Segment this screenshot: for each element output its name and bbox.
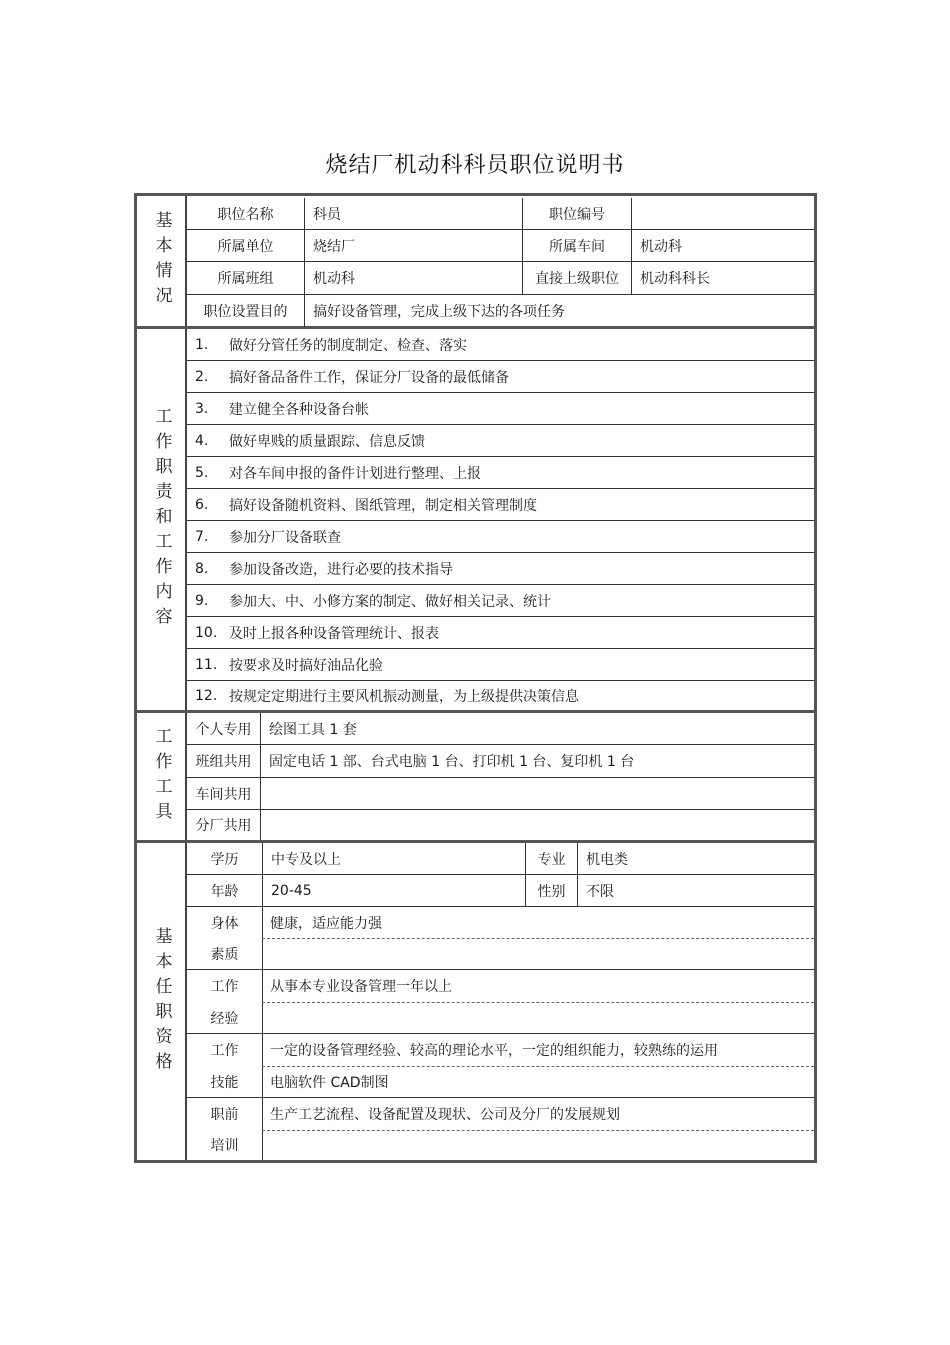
training-value-line1: 生产工艺流程、设备配置及现状、公司及分厂的发展规划: [270, 1107, 620, 1123]
skills-value-line2: 电脑软件 CAD制图: [270, 1074, 389, 1091]
duty-text: 按要求及时搞好油品化验: [229, 657, 383, 674]
tool-value: 绘图工具 1 套: [260, 713, 814, 744]
workshop-value: 机动科: [631, 230, 814, 261]
duty-text: 对各车间申报的备件计划进行整理、上报: [229, 465, 481, 482]
skills-label-line2: 技能: [210, 1074, 239, 1091]
basic-info-section-label: 基本情况: [137, 196, 187, 326]
purpose-value: 搞好设备管理，完成上级下达的各项任务: [304, 295, 814, 327]
tool-value: [260, 810, 814, 840]
tool-label: 班组共用: [195, 754, 252, 770]
position-name-value: 科员: [304, 198, 522, 229]
tool-label: 个人专用: [195, 721, 252, 738]
physical-quality-row: [187, 907, 814, 970]
duty-number: 1.: [195, 336, 209, 353]
basic-info-row: [187, 262, 814, 295]
qualification-row: [187, 843, 814, 875]
duty-text: 参加设备改造，进行必要的技术指导: [229, 561, 453, 578]
duty-text: 做好卑贱的质量跟踪、信息反馈: [229, 433, 425, 450]
duty-number: 12.: [195, 687, 218, 704]
duty-row: [187, 553, 814, 585]
job-description-table: [134, 193, 817, 1163]
duty-text: 搞好备品备件工作，保证分厂设备的最低储备: [229, 369, 509, 386]
position-name-label: 职位名称: [217, 206, 274, 223]
gender-value: 不限: [577, 875, 814, 906]
tool-row: [187, 810, 814, 840]
basic-info-row: [187, 295, 814, 327]
team-label: 所属班组: [217, 271, 274, 287]
physical-value-line1: 健康，适应能力强: [270, 915, 382, 932]
tools-section: [137, 713, 814, 843]
duty-text: 参加分厂设备联查: [229, 529, 341, 546]
duty-row: [187, 521, 814, 553]
duty-number: 10.: [195, 624, 218, 641]
age-value: 20-45: [262, 875, 525, 906]
experience-row: [187, 970, 814, 1034]
duty-row: [187, 457, 814, 489]
tool-value: [260, 778, 814, 809]
duty-row: [187, 329, 814, 361]
education-value: 中专及以上: [262, 843, 525, 874]
duty-text: 及时上报各种设备管理统计、报表: [229, 625, 439, 642]
duty-number: 8.: [195, 560, 209, 577]
physical-value-line2: [262, 938, 814, 969]
purpose-label: 职位设置目的: [203, 304, 288, 320]
tool-value: 固定电话 1 部、台式电脑 1 台、打印机 1 台、复印机 1 台: [260, 745, 814, 777]
duty-number: 9.: [195, 592, 209, 609]
duty-number: 7.: [195, 528, 209, 545]
duty-row: [187, 617, 814, 649]
training-row: [187, 1098, 814, 1160]
major-label: 专业: [525, 843, 577, 874]
workshop-label: 所属车间: [522, 230, 631, 261]
duty-number: 11.: [195, 656, 218, 673]
unit-value: 烧结厂: [304, 230, 522, 261]
duty-number: 6.: [195, 496, 209, 513]
experience-label-line1: 工作: [210, 979, 239, 995]
duty-text: 参加大、中、小修方案的制定、做好相关记录、统计: [229, 593, 551, 610]
qualifications-section-label: 基本任职资格: [137, 843, 187, 1160]
duty-row: [187, 489, 814, 521]
major-value: 机电类: [577, 843, 814, 874]
duty-row: [187, 393, 814, 425]
education-label: 学历: [210, 851, 239, 868]
unit-label: 所属单位: [217, 238, 274, 255]
gender-label: 性别: [525, 875, 577, 906]
training-label-line2: 培训: [210, 1138, 239, 1154]
basic-info-row: [187, 230, 814, 262]
skills-label-line1: 工作: [210, 1043, 239, 1059]
tool-label: 车间共用: [195, 786, 252, 803]
physical-label-line2: 素质: [210, 946, 239, 963]
tool-row: [187, 713, 814, 745]
position-code-value: [631, 198, 814, 229]
physical-label-line1: 身体: [210, 915, 239, 932]
duty-row: [187, 585, 814, 617]
page-title: 烧结厂机动科科员职位说明书: [325, 153, 625, 178]
duties-section: [137, 329, 814, 713]
skills-value-line1: 一定的设备管理经验、较高的理论水平，一定的组织能力，较熟练的运用: [270, 1043, 718, 1059]
duty-text: 按规定定期进行主要风机振动测量，为上级提供决策信息: [229, 688, 579, 705]
supervisor-label: 直接上级职位: [522, 262, 631, 294]
supervisor-value: 机动科科长: [631, 262, 814, 294]
duty-row: [187, 649, 814, 681]
tools-section-label: 工作工具: [137, 713, 187, 840]
duty-row: [187, 681, 814, 710]
experience-value-line1: 从事本专业设备管理一年以上: [270, 979, 452, 995]
training-label-line1: 职前: [210, 1107, 239, 1123]
skills-row: [187, 1034, 814, 1098]
tool-label: 分厂共用: [195, 818, 252, 834]
duty-row: [187, 361, 814, 393]
qualifications-section: [137, 843, 814, 1160]
duty-number: 4.: [195, 432, 209, 449]
basic-info-section: [137, 196, 814, 329]
duty-number: 3.: [195, 400, 209, 417]
experience-label-line2: 经验: [210, 1010, 239, 1027]
duty-number: 2.: [195, 368, 209, 385]
duty-number: 5.: [195, 464, 209, 481]
position-code-label: 职位编号: [522, 198, 631, 229]
duty-text: 建立健全各种设备台帐: [229, 401, 369, 418]
basic-info-row: [187, 198, 814, 230]
qualification-row: [187, 875, 814, 907]
duty-text: 做好分管任务的制度制定、检查、落实: [229, 337, 467, 354]
experience-value-line2: [262, 1002, 814, 1033]
tool-row: [187, 778, 814, 810]
duty-text: 搞好设备随机资料、图纸管理，制定相关管理制度: [229, 497, 537, 514]
age-label: 年龄: [210, 883, 239, 900]
team-value: 机动科: [304, 262, 522, 294]
duty-row: [187, 425, 814, 457]
training-value-line2: [262, 1130, 814, 1160]
tool-row: [187, 745, 814, 778]
duties-section-label: 工作职责和工作内容: [137, 329, 187, 710]
